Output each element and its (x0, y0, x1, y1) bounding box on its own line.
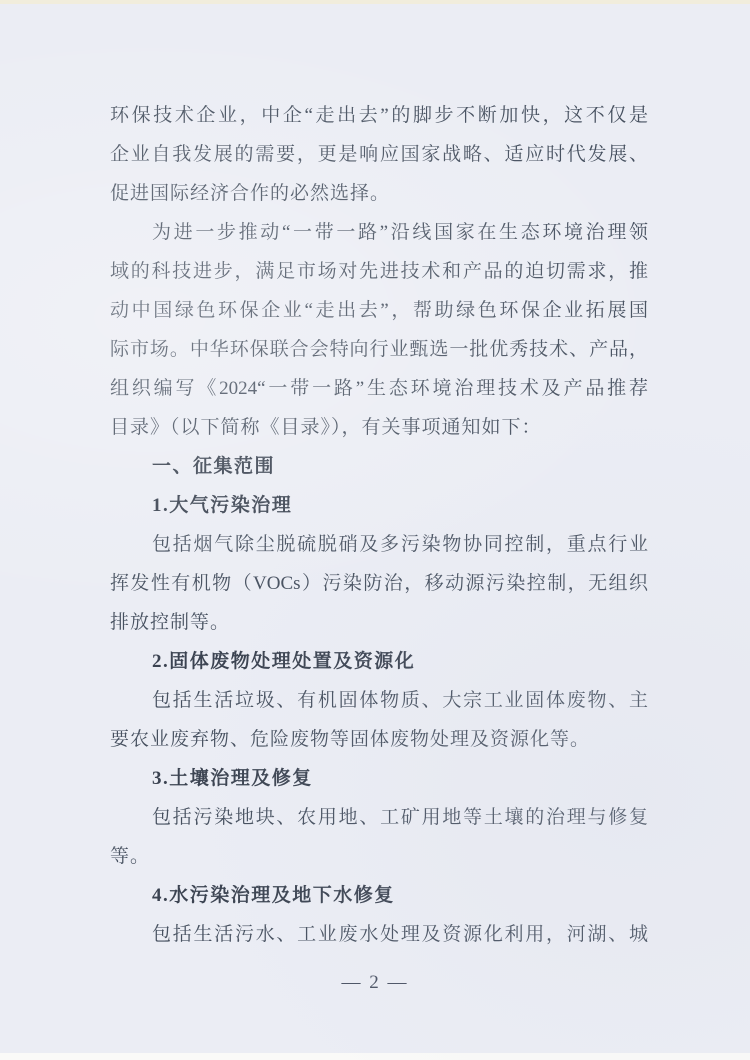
body-text-line: 排放控制等。 (110, 612, 231, 633)
section-heading-line: 一、征集范围 (152, 456, 276, 477)
body-text-line: 包括生活污水、工业废水处理及资源化利用，河湖、城 (152, 924, 648, 945)
body-text-line: 要农业废弃物、危险废物等固体废物处理及资源化等。 (110, 729, 591, 750)
section-heading-line: 1.大气污染治理 (152, 495, 293, 516)
scan-bottom-edge (0, 1053, 750, 1060)
body-text-line: 组织编写《2024“一带一路”生态环境治理技术及产品推荐 (110, 378, 648, 399)
body-text-line: 等。 (110, 846, 151, 867)
body-text-line: 际市场。中华环保联合会特向行业甄选一批优秀技术、产品， (110, 339, 648, 360)
body-text-line: 环保技术企业，中企“走出去”的脚步不断加快，这不仅是 (110, 105, 648, 126)
document-body (110, 96, 648, 954)
body-text-line: 动中国绿色环保企业“走出去”，帮助绿色环保企业拓展国 (110, 300, 648, 321)
section-heading-line: 3.土壤治理及修复 (152, 768, 313, 789)
section-heading-line: 2.固体废物处理处置及资源化 (152, 651, 416, 672)
body-text-line: 目录》（以下简称《目录》），有关事项通知如下： (110, 417, 542, 438)
section-heading-line: 4.水污染治理及地下水修复 (152, 885, 395, 906)
body-text-line: 促进国际经济合作的必然选择。 (110, 183, 391, 204)
body-text-line: 域的科技进步，满足市场对先进技术和产品的迫切需求，推 (110, 261, 648, 282)
body-text-line: 包括生活垃圾、有机固体物质、大宗工业固体废物、主 (152, 690, 648, 711)
body-text-line: 包括烟气除尘脱硫脱硝及多污染物协同控制，重点行业 (152, 534, 648, 555)
scan-top-edge (0, 0, 750, 4)
body-text-line: 挥发性有机物（VOCs）污染防治，移动源污染控制，无组织 (110, 573, 648, 594)
body-text-line: 企业自我发展的需要，更是响应国家战略、适应时代发展、 (110, 144, 648, 165)
body-text-line: 包括污染地块、农用地、工矿用地等土壤的治理与修复 (152, 807, 648, 828)
page-number: — 2 — (341, 972, 409, 993)
body-text-line: 为进一步推动“一带一路”沿线国家在生态环境治理领 (152, 222, 648, 243)
